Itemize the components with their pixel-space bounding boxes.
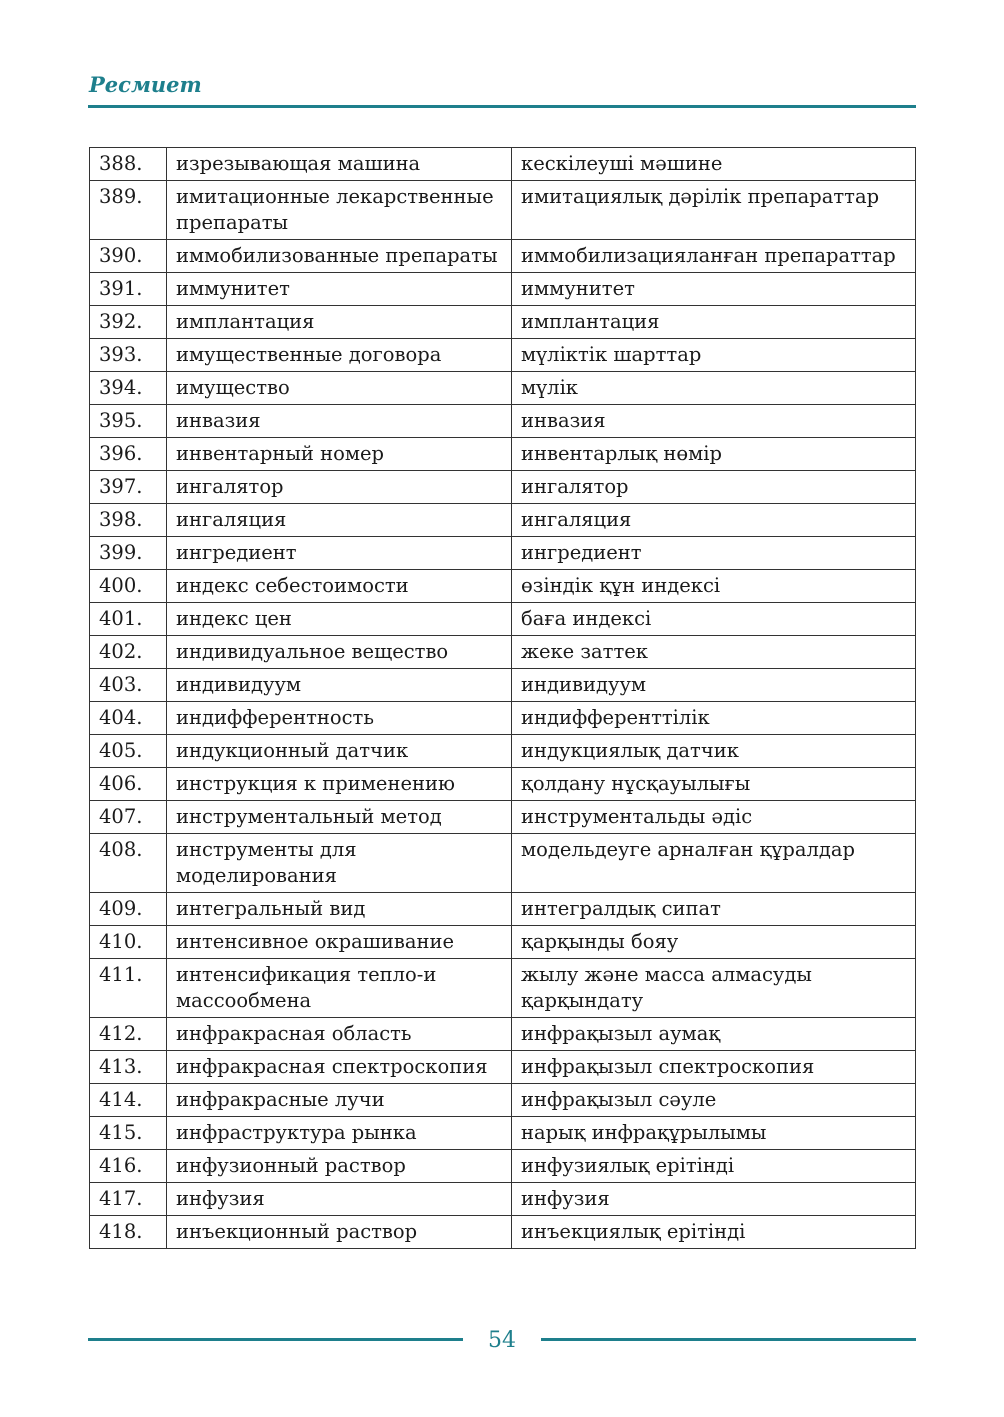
kazakh-term-cell: индивидуум <box>512 669 916 702</box>
table-row <box>90 570 916 603</box>
kazakh-term-cell: индукциялық датчик <box>512 735 916 768</box>
table-row <box>90 834 916 893</box>
entry-number-cell: 404. <box>90 702 167 735</box>
entry-number-cell: 413. <box>90 1051 167 1084</box>
russian-term-cell: изрезывающая машина <box>167 148 512 181</box>
kazakh-term-cell: ингредиент <box>512 537 916 570</box>
entry-number-cell: 407. <box>90 801 167 834</box>
kazakh-term-cell: инвазия <box>512 405 916 438</box>
russian-term-cell: индивидуальное вещество <box>167 636 512 669</box>
entry-number-cell: 418. <box>90 1216 167 1249</box>
kazakh-term-cell: индифференттілік <box>512 702 916 735</box>
table-row <box>90 893 916 926</box>
table-row <box>90 1018 916 1051</box>
russian-term-cell: иммобилизованные препараты <box>167 240 512 273</box>
kazakh-term-cell: инструментальды әдіс <box>512 801 916 834</box>
kazakh-term-cell: ингалятор <box>512 471 916 504</box>
russian-term-cell: инфузионный раствор <box>167 1150 512 1183</box>
russian-term-cell: интегральный вид <box>167 893 512 926</box>
kazakh-term-cell: мүліктік шарттар <box>512 339 916 372</box>
russian-term-cell: инфраструктура рынка <box>167 1117 512 1150</box>
entry-number-cell: 390. <box>90 240 167 273</box>
glossary-table <box>89 147 916 1249</box>
table-row <box>90 181 916 240</box>
russian-term-cell: имплантация <box>167 306 512 339</box>
kazakh-term-cell: өзіндік құн индексі <box>512 570 916 603</box>
entry-number-cell: 408. <box>90 834 167 893</box>
entry-number-cell: 405. <box>90 735 167 768</box>
russian-term-cell: интенсивное окрашивание <box>167 926 512 959</box>
kazakh-term-cell: жылу және масса алмасуды қарқындату <box>512 959 916 1018</box>
entry-number-cell: 399. <box>90 537 167 570</box>
russian-term-cell: инфракрасная спектроскопия <box>167 1051 512 1084</box>
kazakh-term-cell: имитациялық дәрілік препараттар <box>512 181 916 240</box>
entry-number-cell: 391. <box>90 273 167 306</box>
russian-term-cell: инвентарный номер <box>167 438 512 471</box>
kazakh-term-cell: инъекциялық ерітінді <box>512 1216 916 1249</box>
entry-number-cell: 395. <box>90 405 167 438</box>
table-row <box>90 702 916 735</box>
kazakh-term-cell: мүлік <box>512 372 916 405</box>
table-row <box>90 148 916 181</box>
table-row <box>90 240 916 273</box>
entry-number-cell: 409. <box>90 893 167 926</box>
table-row <box>90 926 916 959</box>
kazakh-term-cell: модельдеуге арналған құралдар <box>512 834 916 893</box>
kazakh-term-cell: интегралдық сипат <box>512 893 916 926</box>
page-number: 54 <box>488 1328 516 1353</box>
entry-number-cell: 401. <box>90 603 167 636</box>
table-row <box>90 1216 916 1249</box>
entry-number-cell: 411. <box>90 959 167 1018</box>
entry-number-cell: 389. <box>90 181 167 240</box>
entry-number-cell: 403. <box>90 669 167 702</box>
entry-number-cell: 417. <box>90 1183 167 1216</box>
entry-number-cell: 396. <box>90 438 167 471</box>
table-row <box>90 405 916 438</box>
kazakh-term-cell: баға индексі <box>512 603 916 636</box>
russian-term-cell: инфузия <box>167 1183 512 1216</box>
entry-number-cell: 400. <box>90 570 167 603</box>
entry-number-cell: 406. <box>90 768 167 801</box>
entry-number-cell: 394. <box>90 372 167 405</box>
russian-term-cell: ингредиент <box>167 537 512 570</box>
kazakh-term-cell: имплантация <box>512 306 916 339</box>
russian-term-cell: иммунитет <box>167 273 512 306</box>
russian-term-cell: инъекционный раствор <box>167 1216 512 1249</box>
table-row <box>90 1084 916 1117</box>
table-row <box>90 438 916 471</box>
table-row <box>90 603 916 636</box>
kazakh-term-cell: иммунитет <box>512 273 916 306</box>
russian-term-cell: имущество <box>167 372 512 405</box>
entry-number-cell: 392. <box>90 306 167 339</box>
kazakh-term-cell: жеке заттек <box>512 636 916 669</box>
table-row <box>90 537 916 570</box>
russian-term-cell: инструменты для моделирования <box>167 834 512 893</box>
table-row <box>90 339 916 372</box>
kazakh-term-cell: инфузиялық ерітінді <box>512 1150 916 1183</box>
russian-term-cell: ингалятор <box>167 471 512 504</box>
kazakh-term-cell: нарық инфрақұрылымы <box>512 1117 916 1150</box>
kazakh-term-cell: қарқынды бояу <box>512 926 916 959</box>
russian-term-cell: инфракрасная область <box>167 1018 512 1051</box>
kazakh-term-cell: инфрақызыл сәуле <box>512 1084 916 1117</box>
entry-number-cell: 388. <box>90 148 167 181</box>
kazakh-term-cell: қолдану нұсқауылығы <box>512 768 916 801</box>
table-row <box>90 273 916 306</box>
table-row <box>90 801 916 834</box>
table-row <box>90 372 916 405</box>
table-row <box>90 1117 916 1150</box>
russian-term-cell: имитационные лекарственные препараты <box>167 181 512 240</box>
russian-term-cell: индифферентность <box>167 702 512 735</box>
entry-number-cell: 415. <box>90 1117 167 1150</box>
entry-number-cell: 414. <box>90 1084 167 1117</box>
table-row <box>90 1051 916 1084</box>
entry-number-cell: 393. <box>90 339 167 372</box>
russian-term-cell: инструкция к применению <box>167 768 512 801</box>
entry-number-cell: 412. <box>90 1018 167 1051</box>
kazakh-term-cell: инфузия <box>512 1183 916 1216</box>
kazakh-term-cell: ингаляция <box>512 504 916 537</box>
kazakh-term-cell: инфрақызыл спектроскопия <box>512 1051 916 1084</box>
russian-term-cell: ингаляция <box>167 504 512 537</box>
table-row <box>90 306 916 339</box>
entry-number-cell: 416. <box>90 1150 167 1183</box>
table-row <box>90 1150 916 1183</box>
russian-term-cell: индукционный датчик <box>167 735 512 768</box>
table-row <box>90 471 916 504</box>
table-row <box>90 959 916 1018</box>
table-row <box>90 768 916 801</box>
footer-divider-left <box>88 1338 463 1341</box>
russian-term-cell: инвазия <box>167 405 512 438</box>
header-divider <box>88 105 916 108</box>
russian-term-cell: индекс цен <box>167 603 512 636</box>
entry-number-cell: 410. <box>90 926 167 959</box>
russian-term-cell: интенсификация тепло-и массообмена <box>167 959 512 1018</box>
table-row <box>90 1183 916 1216</box>
table-row <box>90 669 916 702</box>
russian-term-cell: индивидуум <box>167 669 512 702</box>
russian-term-cell: инфракрасные лучи <box>167 1084 512 1117</box>
footer-divider-right <box>541 1338 916 1341</box>
entry-number-cell: 398. <box>90 504 167 537</box>
table-row <box>90 504 916 537</box>
russian-term-cell: имущественные договора <box>167 339 512 372</box>
russian-term-cell: инструментальный метод <box>167 801 512 834</box>
kazakh-term-cell: кескілеуші мәшине <box>512 148 916 181</box>
entry-number-cell: 397. <box>90 471 167 504</box>
page-header-title: Ресмиет <box>89 72 202 97</box>
table-row <box>90 735 916 768</box>
table-row <box>90 636 916 669</box>
glossary-table-body <box>90 148 916 1249</box>
russian-term-cell: индекс себестоимости <box>167 570 512 603</box>
kazakh-term-cell: иммобилизацияланған препараттар <box>512 240 916 273</box>
entry-number-cell: 402. <box>90 636 167 669</box>
kazakh-term-cell: инфрақызыл аумақ <box>512 1018 916 1051</box>
kazakh-term-cell: инвентарлық нөмір <box>512 438 916 471</box>
